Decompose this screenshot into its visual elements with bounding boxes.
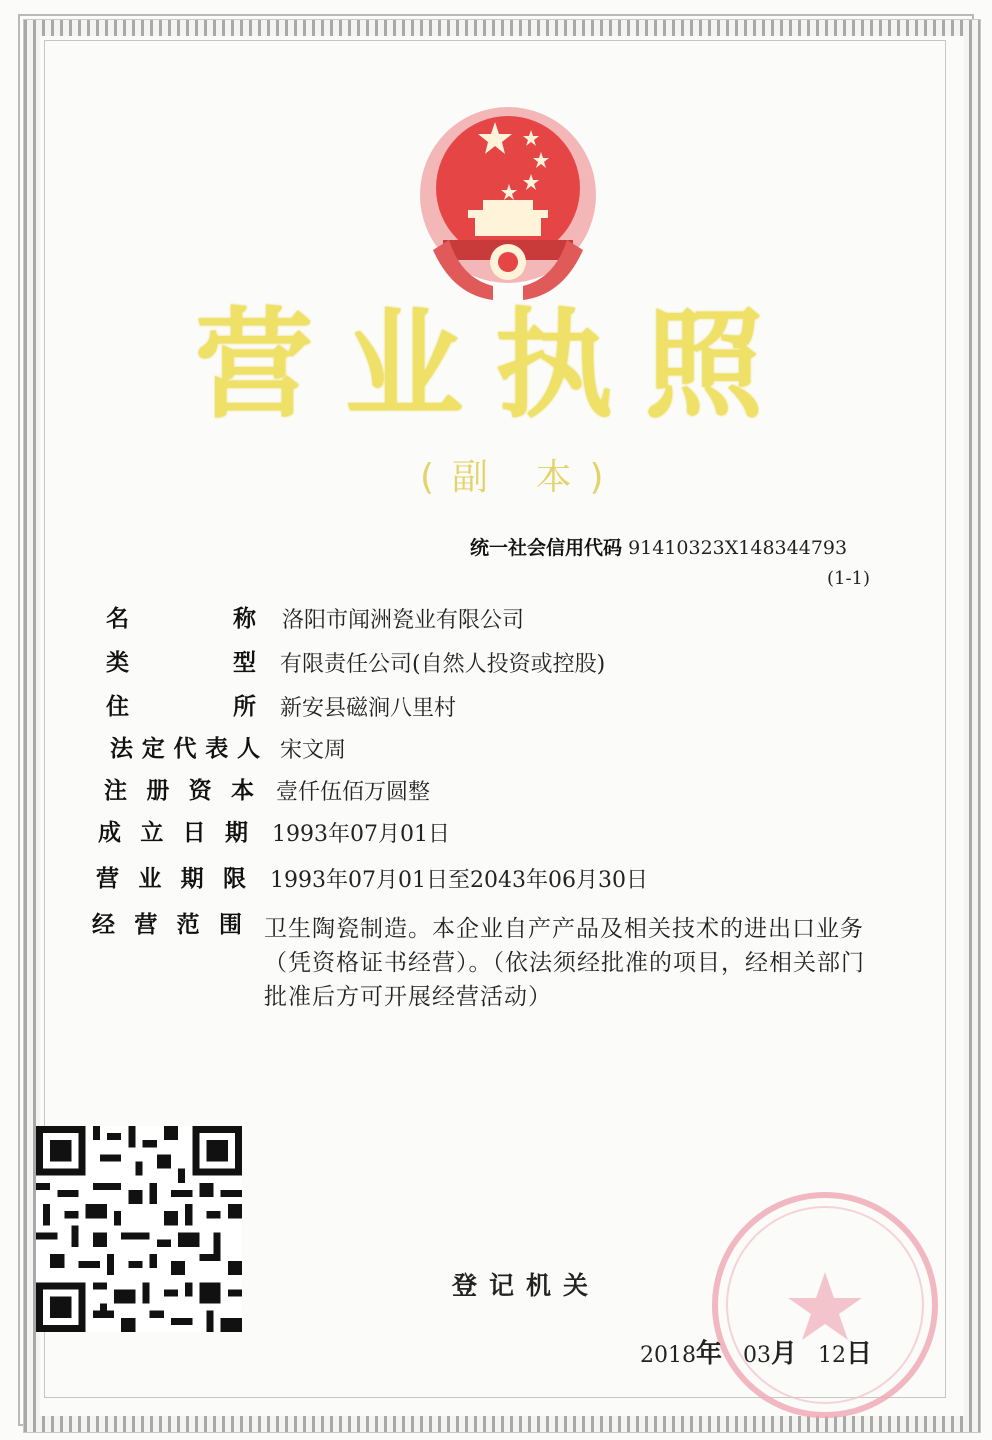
- issue-day: 12: [818, 1343, 846, 1368]
- issue-date: [640, 1324, 910, 1384]
- license-subtitle: (副 本): [420, 457, 622, 498]
- legal-rep-value: 宋文周: [280, 738, 347, 763]
- credit-code-line: [470, 534, 870, 562]
- address-label: 住 所: [106, 694, 256, 720]
- copy-number: (1-1): [826, 568, 870, 589]
- license-title: 营业执照: [195, 296, 796, 434]
- registration-authority: 登记机关: [452, 1271, 601, 1300]
- scope-label: 经营范围: [92, 912, 242, 938]
- established-value: 1993年07月01日: [272, 822, 450, 847]
- issue-year: 2018: [640, 1343, 696, 1368]
- issue-month: 03: [743, 1343, 771, 1368]
- name-label: 名 称: [106, 606, 256, 632]
- national-emblem-icon: [413, 100, 603, 310]
- capital-label: 注册资本: [104, 778, 254, 804]
- type-value: 有限责任公司(自然人投资或控股): [280, 652, 606, 677]
- qr-code-icon: [36, 1126, 242, 1332]
- term-label: 营业期限: [96, 866, 246, 892]
- capital-value: 壹仟伍佰万圆整: [276, 780, 431, 805]
- official-seal-icon: [700, 1180, 950, 1430]
- established-label: 成立日期: [98, 820, 248, 846]
- type-label: 类 型: [106, 650, 256, 676]
- credit-code-label: 统一社会信用代码: [470, 537, 623, 559]
- month-unit: 月: [771, 1339, 798, 1369]
- scope-value: 卫生陶瓷制造。本企业自产产品及相关技术的进出口业务（凭资格证书经营）。（依法须经批准的项目，经相关部门批准后方可开展经营活动）: [264, 916, 865, 1010]
- year-unit: 年: [696, 1339, 723, 1369]
- legal-rep-label: 法定代表人: [110, 736, 260, 762]
- term-value: 1993年07月01日至2043年06月30日: [270, 868, 648, 893]
- address-value: 新安县磁涧八里村: [280, 696, 457, 721]
- credit-code-value: 91410323X148344793: [628, 537, 848, 559]
- name-value: 洛阳市闻洲瓷业有限公司: [282, 608, 525, 633]
- day-unit: 日: [846, 1339, 873, 1369]
